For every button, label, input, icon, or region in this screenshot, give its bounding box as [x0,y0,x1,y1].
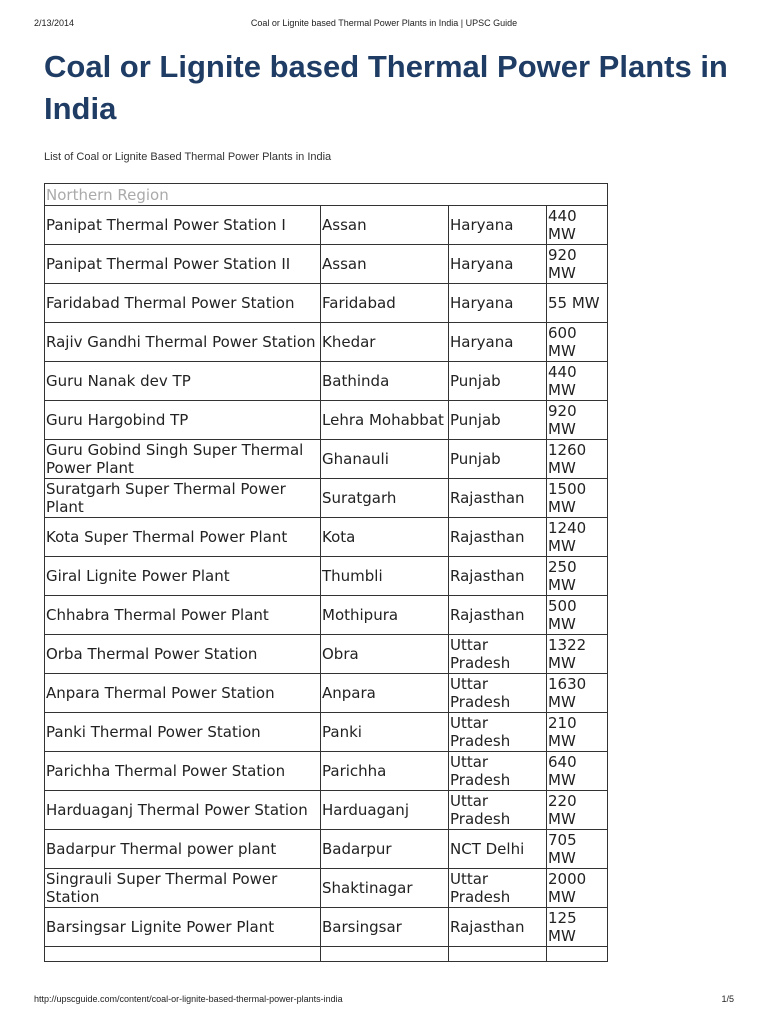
plant-location-cell: Obra [321,635,449,674]
table-row [45,791,608,830]
plant-location-cell: Mothipura [321,596,449,635]
plant-capacity-cell: 210 MW [547,713,608,752]
plant-location-cell: Shaktinagar [321,869,449,908]
table-row [45,362,608,401]
plant-state-cell: Haryana [449,206,547,245]
table-row [45,557,608,596]
print-header-title: Coal or Lignite based Thermal Power Plants in India | UPSC Guide [250,18,518,28]
empty-cell [547,947,608,962]
plant-location-cell: Panki [321,713,449,752]
empty-cell [321,947,449,962]
plant-location-cell: Khedar [321,323,449,362]
empty-cell [449,947,547,962]
plant-name-cell: Kota Super Thermal Power Plant [45,518,321,557]
plant-name-cell: Guru Gobind Singh Super Thermal Power Plant [45,440,321,479]
plant-location-cell: Assan [321,245,449,284]
plant-location-cell: Harduaganj [321,791,449,830]
plant-name-cell: Giral Lignite Power Plant [45,557,321,596]
plant-capacity-cell: 250 MW [547,557,608,596]
plant-name-cell: Panki Thermal Power Station [45,713,321,752]
plant-location-cell: Thumbli [321,557,449,596]
plant-name-cell: Harduaganj Thermal Power Station [45,791,321,830]
region-header: Northern Region [45,184,608,206]
plant-location-cell: Bathinda [321,362,449,401]
intro-text: List of Coal or Lignite Based Thermal Power Plants in India [44,151,332,163]
plant-location-cell: Faridabad [321,284,449,323]
plant-state-cell: Haryana [449,245,547,284]
plant-capacity-cell: 500 MW [547,596,608,635]
power-plants-table-body [45,184,608,962]
plant-state-cell: NCT Delhi [449,830,547,869]
plant-location-cell: Anpara [321,674,449,713]
page-title: Coal or Lignite based Thermal Power Plants in India [44,49,728,126]
plant-location-cell: Lehra Mohabbat [321,401,449,440]
plant-location-cell: Ghanauli [321,440,449,479]
table-row [45,401,608,440]
plant-capacity-cell: 1260 MW [547,440,608,479]
page-number: 1/5 [721,994,734,1004]
plant-capacity-cell: 1240 MW [547,518,608,557]
plant-name-cell: Suratgarh Super Thermal Power Plant [45,479,321,518]
plant-capacity-cell: 440 MW [547,206,608,245]
table-row [45,440,608,479]
plant-location-cell: Barsingsar [321,908,449,947]
plant-name-cell: Barsingsar Lignite Power Plant [45,908,321,947]
plant-name-cell: Faridabad Thermal Power Station [45,284,321,323]
plant-capacity-cell: 920 MW [547,401,608,440]
plant-capacity-cell: 640 MW [547,752,608,791]
plant-name-cell: Parichha Thermal Power Station [45,752,321,791]
plant-state-cell: Punjab [449,362,547,401]
table-row [45,830,608,869]
table-row [45,674,608,713]
plant-capacity-cell: 600 MW [547,323,608,362]
table-row [45,206,608,245]
plant-capacity-cell: 705 MW [547,830,608,869]
plant-state-cell: Uttar Pradesh [449,713,547,752]
table-row [45,908,608,947]
plant-location-cell: Suratgarh [321,479,449,518]
plant-state-cell: Rajasthan [449,479,547,518]
plant-name-cell: Singrauli Super Thermal Power Station [45,869,321,908]
plant-location-cell: Assan [321,206,449,245]
table-row [45,323,608,362]
table-row [45,713,608,752]
table-row [45,245,608,284]
plant-capacity-cell: 920 MW [547,245,608,284]
plant-location-cell: Kota [321,518,449,557]
plant-state-cell: Uttar Pradesh [449,791,547,830]
table-row [45,596,608,635]
plant-location-cell: Badarpur [321,830,449,869]
plant-state-cell: Uttar Pradesh [449,674,547,713]
plant-state-cell: Uttar Pradesh [449,752,547,791]
page-url: http://upscguide.com/content/coal-or-lignite-based-thermal-power-plants-india [34,994,343,1004]
plant-name-cell: Panipat Thermal Power Station II [45,245,321,284]
table-row [45,752,608,791]
plant-capacity-cell: 2000 MW [547,869,608,908]
plant-name-cell: Anpara Thermal Power Station [45,674,321,713]
plant-location-cell: Parichha [321,752,449,791]
plant-name-cell: Guru Nanak dev TP [45,362,321,401]
plant-state-cell: Punjab [449,440,547,479]
plant-capacity-cell: 220 MW [547,791,608,830]
plant-name-cell: Chhabra Thermal Power Plant [45,596,321,635]
plant-capacity-cell: 125 MW [547,908,608,947]
plant-name-cell: Rajiv Gandhi Thermal Power Station [45,323,321,362]
plant-name-cell: Badarpur Thermal power plant [45,830,321,869]
plant-state-cell: Uttar Pradesh [449,635,547,674]
plant-state-cell: Rajasthan [449,908,547,947]
region-header-row [45,184,608,206]
plant-capacity-cell: 1322 MW [547,635,608,674]
plant-capacity-cell: 55 MW [547,284,608,323]
plant-capacity-cell: 1630 MW [547,674,608,713]
plant-capacity-cell: 440 MW [547,362,608,401]
plant-state-cell: Rajasthan [449,518,547,557]
plant-capacity-cell: 1500 MW [547,479,608,518]
empty-cell [45,947,321,962]
plant-name-cell: Guru Hargobind TP [45,401,321,440]
plant-state-cell: Uttar Pradesh [449,869,547,908]
plant-state-cell: Haryana [449,284,547,323]
plant-state-cell: Rajasthan [449,596,547,635]
plant-name-cell: Orba Thermal Power Station [45,635,321,674]
table-row [45,518,608,557]
table-row [45,479,608,518]
plant-state-cell: Punjab [449,401,547,440]
print-date: 2/13/2014 [34,18,75,28]
plant-state-cell: Rajasthan [449,557,547,596]
plant-name-cell: Panipat Thermal Power Station I [45,206,321,245]
plant-state-cell: Haryana [449,323,547,362]
table-row [45,635,608,674]
table-row [45,284,608,323]
power-plants-table [44,183,608,962]
table-row-partial [45,947,608,962]
table-row [45,869,608,908]
